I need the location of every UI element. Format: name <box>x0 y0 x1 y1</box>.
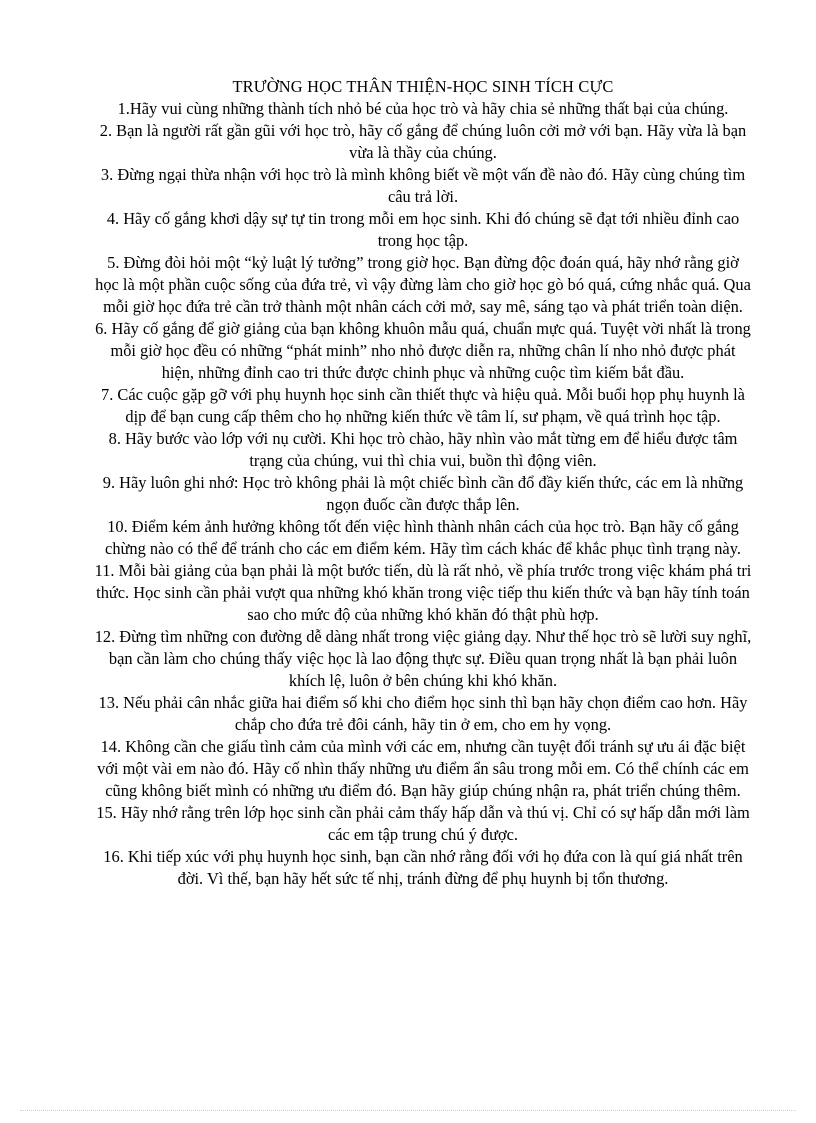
item-1: 1.Hãy vui cùng những thành tích nhỏ bé của học trò và hãy chia sẻ những thất bại của chúng. <box>117 99 729 118</box>
document-title: TRƯỜNG HỌC THÂN THIỆN-HỌC SINH TÍCH CỰC <box>232 77 614 96</box>
item-10: 10. Điểm kém ảnh hưởng không tốt đến việc hình thành nhân cách của học trò. Bạn hãy cố gắng chừng nào có thể để tránh cho các em điểm kém. Hãy tìm cách khác để khắc phục tình trạng này. <box>105 517 741 558</box>
item-3: 3. Đừng ngại thừa nhận với học trò là mình không biết về một vấn đề nào đó. Hãy cùng chúng tìm câu trả lời. <box>100 165 746 206</box>
item-9: 9. Hãy luôn ghi nhớ: Học trò không phải là một chiếc bình cần đổ đầy kiến thức, các em là những ngọn đuốc cần được thắp lên. <box>102 473 744 514</box>
item-2: 2. Bạn là người rất gần gũi với học trò, hãy cố gắng để chúng luôn cởi mở với bạn. Hãy vừa là bạn vừa là thầy của chúng. <box>99 121 747 162</box>
item-14: 14. Không cần che giấu tình cảm của mình với các em, nhưng cần tuyệt đối tránh sự ưu ái đặc biệt với một vài em nào đó. Hãy cố nhìn thấy những ưu điểm ẩn sâu trong mỗi em. Có thể chính các em cũng không biết mình có những ưu điểm đó. Bạn hãy giúp chúng nhận ra, phát triển chúng thêm. <box>97 737 749 800</box>
page-bottom-border <box>20 1110 796 1111</box>
item-12: 12. Đừng tìm những con đường dễ dàng nhất trong việc giảng dạy. Như thế học trò sẽ lười suy nghĩ, bạn cần làm cho chúng thấy việc học là lao động thực sự. Điều quan trọng nhất là bạn phải luôn khích lệ, luôn ở bên chúng khi khó khăn. <box>94 627 752 690</box>
item-16: 16. Khi tiếp xúc với phụ huynh học sinh, bạn cần nhớ rằng đối với họ đứa con là quí giá nhất trên đời. Vì thế, bạn hãy hết sức tế nhị, tránh đừng để phụ huynh bị tổn thương. <box>103 847 743 888</box>
document-page <box>94 76 752 890</box>
item-5: 5. Đừng đòi hỏi một “kỷ luật lý tưởng” trong giờ học. Bạn đừng độc đoán quá, hãy nhớ rằng giờ học là một phần cuộc sống của đứa trẻ, vì vậy đừng làm cho giờ học gò bó quá, cứng nhắc quá. Qua mỗi giờ học đứa trẻ cần trở thành một nhân cách cởi mở, say mê, sáng tạo và phát triển toàn diện. <box>95 253 751 316</box>
item-4: 4. Hãy cố gắng khơi dậy sự tự tin trong mỗi em học sinh. Khi đó chúng sẽ đạt tới nhiều đỉnh cao trong học tập. <box>106 209 740 250</box>
item-15: 15. Hãy nhớ rằng trên lớp học sinh cần phải cảm thấy hấp dẫn và thú vị. Chỉ có sự hấp dẫn mới làm các em tập trung chú ý được. <box>96 803 750 844</box>
item-13: 13. Nếu phải cân nhắc giữa hai điểm số khi cho điểm học sinh thì bạn hãy chọn điểm cao hơn. Hãy chắp cho đứa trẻ đôi cánh, hãy tin ở em, cho em hy vọng. <box>98 693 748 734</box>
item-7: 7. Các cuộc gặp gỡ với phụ huynh học sinh cần thiết thực và hiệu quả. Mỗi buổi họp phụ huynh là dịp để bạn cung cấp thêm cho họ những kiến thức về tâm lí, sư phạm, về quá trình học tập. <box>101 385 745 426</box>
item-11: 11. Mỗi bài giảng của bạn phải là một bước tiến, dù là rất nhỏ, về phía trước trong việc khám phá tri thức. Học sinh cần phải vượt qua những khó khăn trong việc tiếp thu kiến thức và bạn hãy tính toán sao cho mức độ của những khó khăn đó thật phù hợp. <box>94 561 752 624</box>
item-8: 8. Hãy bước vào lớp với nụ cười. Khi học trò chào, hãy nhìn vào mắt từng em để hiểu được tâm trạng của chúng, vui thì chia vui, buồn thì động viên. <box>108 429 738 470</box>
item-6: 6. Hãy cố gắng để giờ giảng của bạn không khuôn mẫu quá, chuẩn mực quá. Tuyệt vời nhất là trong mỗi giờ học đều có những “phát minh” nho nhỏ được diễn ra, những chân lí nho nhỏ được phát hiện, những đỉnh cao tri thức được chinh phục và những cuộc tìm kiếm bắt đầu. <box>95 319 751 382</box>
